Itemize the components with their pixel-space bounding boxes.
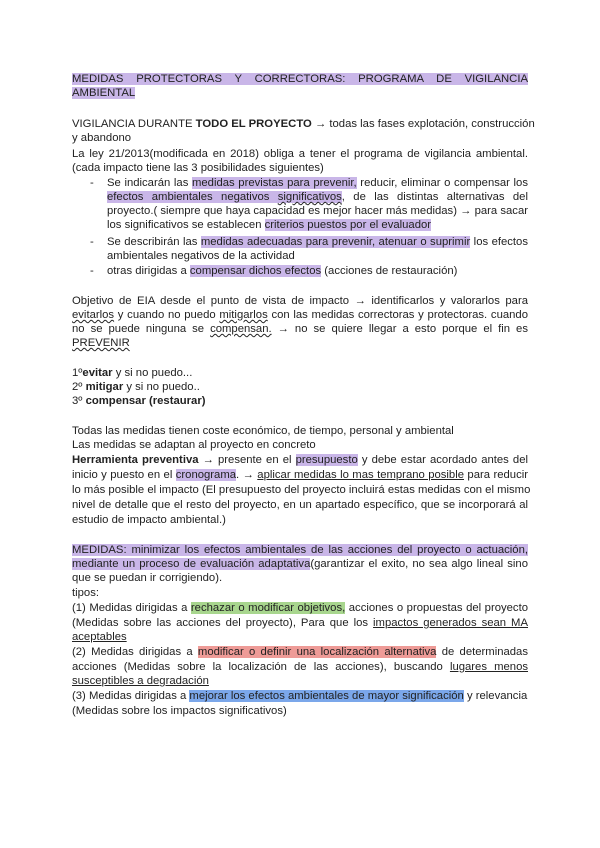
text: ambientales negativos de la actividad: [107, 250, 295, 262]
underlined-text: evitarlos: [72, 309, 115, 321]
bullet-1-line-3: [107, 204, 528, 218]
herramienta-line-1: [72, 453, 528, 467]
objetivo-line-1: [72, 294, 528, 308]
bullet-marker: -: [90, 236, 94, 248]
text: no se puede ninguna se: [72, 323, 211, 335]
text: los efectos: [470, 236, 528, 248]
text: Todas las medidas tienen coste económico, de tiempo, personal y ambiental: [72, 425, 454, 437]
tipo-1-line-2: [72, 616, 528, 630]
step-2: [72, 380, 200, 394]
tipo-1-line-1: [72, 601, 528, 615]
underlined-text: susceptibles a degradación: [72, 675, 209, 687]
text: . →: [236, 469, 258, 481]
text: y abandono: [72, 132, 132, 144]
tipo-3-line-2: [72, 704, 287, 718]
highlight: modificar o definir una localización alternativa: [197, 646, 437, 658]
underlined-text: aplicar medidas lo mas temprano posible: [257, 469, 465, 481]
highlight: mediante un proceso de evaluación adaptativa: [72, 558, 311, 570]
text: → presente en el: [198, 454, 296, 466]
text: (garantizar el exito, no sea algo lineal sino: [310, 558, 528, 570]
highlight: mejorar los efectos ambientales de mayor significación: [189, 690, 464, 702]
vigilancia-line-2: [72, 131, 131, 145]
text: reducir, eliminar o compensar los: [356, 177, 528, 189]
text: (3) Medidas dirigidas a: [72, 690, 190, 702]
highlight: significativos: [277, 191, 342, 203]
tipo-3-line-1: [72, 689, 527, 703]
underlined-text: PREVENIR: [72, 337, 130, 349]
text: tipos:: [72, 587, 100, 599]
bold-text: mitigar: [85, 381, 124, 393]
text: los significativos se establecen: [107, 219, 265, 231]
highlight: MEDIDAS: minimizar los efectos ambientales de las acciones del proyecto o actuación,: [72, 544, 528, 556]
text: de determinadas: [436, 646, 528, 658]
bold-text: compensar (restaurar): [85, 395, 206, 407]
bold-text: Herramienta preventiva: [72, 454, 199, 466]
text: (acciones de restauración): [321, 265, 458, 277]
objetivo-line-3: [72, 322, 528, 336]
objetivo-line-4: [72, 336, 130, 350]
title-line-2: [72, 86, 135, 100]
text: (Medidas sobre los impactos significativos): [72, 705, 287, 717]
text: estudio de impacto ambiental.): [72, 514, 226, 526]
herramienta-line-5: [72, 513, 226, 527]
text: Objetivo de EIA desde el punto de vista de impacto → identificarlos y valorarlos para: [72, 295, 528, 307]
highlight: cronograma: [175, 469, 237, 481]
herramienta-line-2: [72, 468, 528, 482]
tipo-1-line-3: [72, 630, 127, 644]
text: para reducir: [464, 469, 528, 481]
text: que se puedan ir corrigiendo).: [72, 572, 223, 584]
tipos-label: [72, 586, 99, 600]
text: inicio y puesto en el: [72, 469, 176, 481]
bullet-2-line-2: [107, 249, 528, 263]
costes-line-1: [72, 424, 454, 438]
bold-text: evitar: [82, 367, 113, 379]
bullet-3-line-1: [107, 264, 528, 278]
text: Se describirán las: [107, 236, 201, 248]
bullet-2-line-1: [107, 235, 528, 249]
text: acciones (Medidas sobre la localización de las acciones), buscando: [72, 661, 450, 673]
bullet-1-line-4: [107, 218, 528, 232]
highlight: medidas adecuadas para prevenir, atenuar o suprimir: [200, 236, 471, 248]
underlined-text: mitigarlos: [219, 309, 268, 321]
tipo-2-line-1: [72, 645, 528, 659]
medidas-line-3: [72, 571, 222, 585]
title-text: MEDIDAS PROTECTORAS Y CORRECTORAS: PROGRAMA DE VIGILANCIA: [72, 73, 528, 85]
text: 3º: [72, 395, 86, 407]
bullet-marker: -: [90, 177, 94, 189]
text: y cuando no puedo: [114, 309, 220, 321]
underlined-text: compensan.: [210, 323, 272, 335]
title-line-1: [72, 72, 528, 86]
text: Se indicarán las: [107, 177, 192, 189]
text: y debe estar acordado antes del: [357, 454, 528, 466]
text: La ley 21/2013(modificada en 2018) obliga a tener el programa de vigilancia ambiental.: [72, 148, 528, 160]
tipo-2-line-3: [72, 674, 209, 688]
text: (cada impacto tiene las 3 posibilidades siguientes): [72, 162, 324, 174]
text: 1º: [72, 367, 83, 379]
text: lo más posible el impacto (El presupuesto del proyecto incluirá estas medidas con el mismo: [72, 484, 531, 496]
title-text-2: AMBIENTAL: [72, 87, 136, 99]
objetivo-line-2: [72, 308, 528, 322]
text: con las medidas correctoras y protectoras. cuando: [267, 309, 528, 321]
underlined-text: aceptables: [72, 631, 127, 643]
text: → todas las fases explotación, construcción: [311, 118, 535, 130]
text: y si no puedo...: [112, 367, 193, 379]
text: acciones o propuestas del proyecto: [345, 602, 528, 614]
bold-text: TODO EL PROYECTO: [195, 118, 312, 130]
text: proyecto.( siempre que haya capacidad es mejor hacer más medidas) → para sacar: [107, 205, 528, 217]
text: nivel de detalle que el resto del proyecto, en un apartado específico, que se incorporará al: [72, 499, 528, 511]
underlined-text: lugares menos: [449, 661, 529, 673]
highlight: rechazar o modificar objetivos,: [190, 602, 346, 614]
ley-line-2: [72, 161, 324, 175]
herramienta-line-3: [72, 483, 531, 497]
vigilancia-line-1: [72, 117, 535, 131]
text: 2º: [72, 381, 86, 393]
highlight: medidas previstas para prevenir,: [191, 177, 357, 189]
text: y si no puedo..: [123, 381, 200, 393]
costes-line-2: [72, 438, 316, 452]
herramienta-line-4: [72, 498, 528, 512]
highlight: compensar dichos efectos: [189, 265, 322, 277]
tipo-2-line-2: [72, 660, 528, 674]
text: VIGILANCIA DURANTE: [72, 118, 196, 130]
text: Las medidas se adaptan al proyecto en concreto: [72, 439, 316, 451]
text: , de las distintas alternativas del: [341, 191, 528, 203]
medidas-line-2: [72, 557, 528, 571]
step-1: [72, 366, 192, 380]
underlined-text: impactos generados sean MA: [373, 617, 529, 629]
text: (2) Medidas dirigidas a: [72, 646, 198, 658]
highlight: presupuesto: [295, 454, 358, 466]
step-3: [72, 394, 205, 408]
highlight: criterios puestos por el evaluador: [264, 219, 432, 231]
highlight: efectos ambientales negativos: [107, 191, 278, 203]
bullet-1-line-2: [107, 190, 528, 204]
text: (1) Medidas dirigidas a: [72, 602, 191, 614]
text: y relevancia: [463, 690, 528, 702]
bullet-marker: -: [90, 265, 94, 277]
text: → no se quiere llegar a esto porque el fin es: [271, 323, 528, 335]
text: otras dirigidas a: [107, 265, 190, 277]
ley-line-1: [72, 147, 528, 161]
text: (Medidas sobre las acciones del proyecto), Para que los: [72, 617, 374, 629]
medidas-line-1: [72, 543, 528, 557]
bullet-1-line-1: [107, 176, 528, 190]
